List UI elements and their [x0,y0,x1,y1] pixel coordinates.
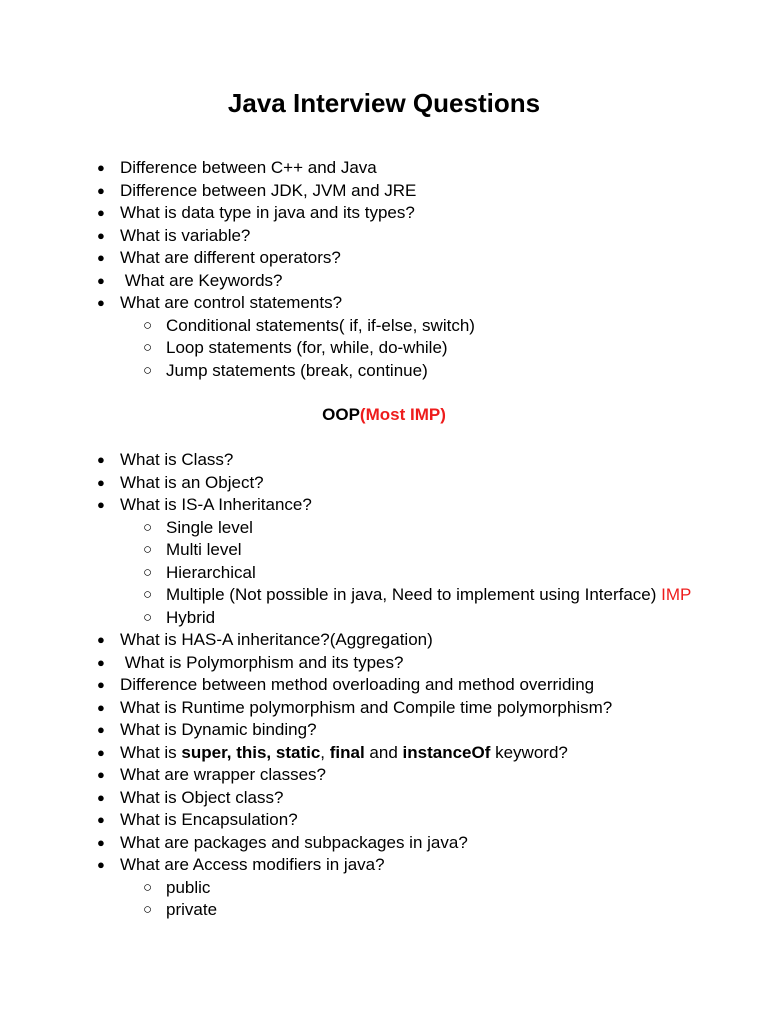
bullet-icon: ● [97,857,105,872]
list-item-text: Hierarchical [166,562,256,582]
bullet-icon: ● [97,834,105,850]
circle-bullet-icon: ○ [143,878,153,896]
circle-bullet-icon: ○ [143,518,153,536]
list-item-text: Conditional statements( if, if-else, switch) [166,315,475,335]
multiple-inheritance-text: Multiple (Not possible in java, Need to implement using Interface) [166,585,662,604]
bullet-icon: ● [97,452,105,467]
list-item-text [120,742,568,765]
bullet-icon: ● [97,182,105,198]
list-item-text: What is IS-A Inheritance? [120,495,312,514]
circle-bullet-icon: ○ [143,563,153,581]
bullet-icon: ● [97,160,105,175]
keyword-question-suffix: keyword? [490,742,568,762]
list-item-text: What is variable? [120,225,251,245]
circle-bullet-icon: ○ [143,361,153,379]
bullet-icon: ● [97,272,105,288]
circle-bullet-icon: ○ [143,541,153,558]
list-item-text: Jump statements (break, continue) [166,360,428,380]
list-item-text [166,584,691,607]
bullet-icon: ● [97,722,105,737]
bullet-icon: ● [97,497,105,512]
page-title: Java Interview Questions [227,88,541,118]
bullet-icon: ● [97,699,105,715]
list-item-text: Multi level [166,540,242,559]
list-item-text: What are packages and subpackages in java? [120,832,468,852]
bullet-icon: ● [97,250,105,265]
bullet-icon: ● [97,744,105,760]
list-item-text: public [166,877,211,897]
list-item-text: What are wrapper classes? [120,765,326,784]
bullet-icon: ● [97,295,105,310]
list-item-text: What is Runtime polymorphism and Compile time polymorphism? [120,697,613,717]
circle-bullet-icon: ○ [143,586,153,603]
imp-flag: IMP [661,585,692,604]
bullet-icon: ● [97,789,105,805]
list-item-text: What is Encapsulation? [120,810,298,829]
circle-bullet-icon: ○ [143,901,153,918]
circle-bullet-icon: ○ [143,339,153,356]
oop-section-heading [0,404,768,426]
bullet-icon: ● [97,205,105,220]
bullet-icon: ● [97,677,105,692]
list-item-text: Difference between JDK, JVM and JRE [120,180,417,200]
bullet-icon: ● [97,767,105,782]
list-item-text: Hybrid [166,607,216,627]
keyword-list-bold: super, this, static [181,742,321,762]
list-item-text: What are Keywords? [120,270,283,290]
keyword-separator: , [320,742,330,762]
bullet-icon: ● [97,654,105,670]
keyword-separator: and [364,742,403,762]
bullet-icon: ● [97,812,105,827]
list-item-text: What is an Object? [120,472,264,492]
list-item-text: Loop statements (for, while, do-while) [166,338,448,357]
keyword-final-bold: final [329,742,365,762]
list-item-text: What is Object class? [120,787,284,807]
keyword-instanceof-bold: instanceOf [402,742,491,762]
list-item-text: What is data type in java and its types? [120,203,415,222]
bullet-icon: ● [97,227,105,243]
bullet-icon: ● [97,632,105,647]
list-item-text: Difference between method overloading and method overriding [120,675,595,694]
list-item-text: What are Access modifiers in java? [120,855,385,874]
list-item-text: What are different operators? [120,248,341,267]
oop-heading-main: OOP [322,405,360,424]
circle-bullet-icon: ○ [143,608,153,626]
list-item-text: Difference between C++ and Java [120,158,377,177]
list-item-text: Single level [166,517,253,537]
bullet-icon: ● [97,474,105,490]
list-item-text: private [166,900,218,919]
list-item-text: What is Dynamic binding? [120,720,317,739]
circle-bullet-icon: ○ [143,316,153,334]
keyword-question-prefix: What is [120,742,182,762]
list-item-text: What is HAS-A inheritance?(Aggregation) [120,630,433,649]
oop-heading-note: (Most IMP) [359,405,446,424]
list-item-text: What is Polymorphism and its types? [120,652,404,672]
list-item-text: What is Class? [120,450,234,469]
list-item-text: What are control statements? [120,293,343,312]
